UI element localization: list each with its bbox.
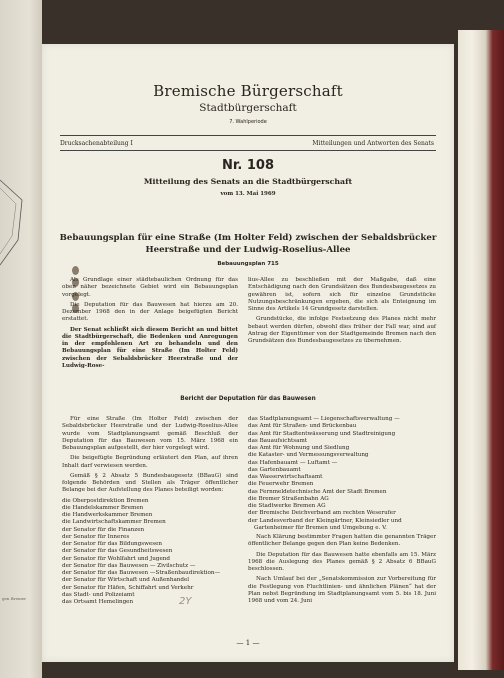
page-stack-edge — [458, 30, 504, 670]
authority-item: das Amt für Wohnung und Siedlung — [248, 445, 350, 451]
authority-item: das Gartenbauamt — [248, 466, 301, 473]
fold-lines-graphic — [0, 170, 30, 280]
plan-number: Bebauungsplan 715 — [217, 261, 279, 267]
report-right-column — [248, 416, 436, 608]
plan-title-line: Bebauungsplan für eine Straße (Im Holter Feld) zwischen der Sebaldsbrücker — [59, 233, 437, 243]
paragraph: Der Senat schließt sich diesem Bericht an und bittet die Stadtbürgerschaft, die Bedenken und Anregungen in der empfohlenen Art zu behandeln und den Bebauungsplan für eine Straße (Im Holter Feld) zwischen der Sebaldsbrücker Heerstraße und der Ludwig-Rose- — [62, 326, 238, 369]
authority-item: das Amt für Straßen- und Brückenbau — [248, 423, 357, 430]
report-left-column — [62, 416, 238, 606]
rule-top — [60, 135, 436, 136]
election-period: 7. Wahlperiode — [229, 119, 267, 125]
paragraph: Die Deputation für das Bauwesen hatte ebenfalls am 15. März 1968 die Auslegung des Planes gemäß § 2 Absatz 6 BBauG beschlossen. — [248, 551, 436, 572]
authority-item: der Bremische Deichverband am rechten Weserufer — [248, 510, 396, 517]
authority-item: die Feuerwehr Bremen — [248, 481, 314, 488]
authority-item: der Landesverband der Kleingärtner, Kleinsiedler und — [248, 517, 402, 524]
masthead-subtitle: Stadtbürgerschaft — [199, 102, 297, 114]
authorities-list — [62, 498, 238, 607]
paragraph: Für eine Straße (Im Holter Feld) zwischen der Sebaldsbrücker Heerstraße und der Ludwig-Roselius-Allee wurde vom Stadtplanungsamt gemäß Beschluß der Deputation für das Bauwesen vom 15. März 1968 ein Bebauungsplan aufgestellt, der hier vorgelegt wird. — [62, 416, 238, 451]
punch-hole — [72, 266, 79, 275]
page-number: — 1 — — [236, 639, 260, 647]
authority-item: die Stadtwerke Bremen AG — [248, 503, 326, 509]
authority-item: der Senator für das Bildungswesen — [62, 541, 162, 547]
plan-title-line: Heerstraße und der Ludwig-Roselius-Allee — [145, 244, 351, 255]
authority-item: der Senator für Häfen, Schiffahrt und Verkehr — [62, 584, 194, 591]
authority-item: das Bauaufsichtsamt — [248, 437, 308, 444]
authority-item: die Landwirtschaftskammer Bremen — [62, 519, 166, 526]
authority-item: Gartenheimer für Bremen und Umgebung e. V. — [254, 524, 387, 531]
authority-item: die Kataster- und Vermessungsverwaltung — [248, 452, 369, 459]
plan-title — [42, 233, 454, 256]
authority-item: der Senator für das Gesundheitswesen — [62, 548, 173, 555]
paragraph: Nach Umlauf bei der „Senatskommission zur Vorbereitung für die Festlegung von Fluchtlinien- und ähnlichen Plänen“ hat der Plan nebst Begründung im Stadtplanungsamt vom 5. bis 18. Juni 1968 und vom 24. Juni — [248, 576, 436, 604]
authority-item: das Stadt- und Polizeiamt — [62, 591, 135, 598]
authorities-list — [248, 416, 436, 532]
authority-item: der Senator für das Bauwesen —Straßenbaudirektion— — [62, 570, 221, 576]
report-heading: Bericht der Deputation für das Bauwesen — [180, 396, 316, 402]
section-label: Mitteilungen und Antworten des Senats — [312, 140, 434, 147]
paragraph: Die beigefügte Begründung erläutert den Plan, auf ihren Inhalt darf verwiesen werden. — [62, 455, 238, 469]
document-number: Nr. 108 — [221, 158, 275, 173]
authority-item: das Ortsamt Hemelingen — [62, 599, 134, 605]
rule-bottom — [60, 150, 436, 151]
authority-item: das Fernmeldetechnische Amt der Stadt Bremen — [248, 488, 387, 495]
intro-right-column — [248, 277, 436, 348]
previous-page — [0, 0, 42, 678]
authority-item: die Handwerkskammer Bremen — [62, 512, 153, 518]
authority-item: das Amt für Stadtentwässerung und Stadtreinigung — [248, 430, 396, 437]
document-heading: Mitteilung des Senats an die Stadtbürgerschaft — [143, 177, 353, 186]
authority-item: der Senator für Wirtschaft und Außenhandel — [62, 577, 190, 584]
masthead-title: Bremische Bürgerschaft — [153, 82, 343, 100]
left-page-text: gen Bremer — [2, 596, 27, 601]
authority-item: das Stadtplanungsamt — Liegenschaftsverwaltung — — [248, 416, 400, 422]
intro-left-column — [62, 277, 238, 373]
paragraph: Gemäß § 2 Absatz 5 Bundesbaugesetz (BBauG) sind folgende Behörden und Stellen als Träger öffentlicher Belange bei der Aufstellung des Planes beteiligt worden: — [62, 472, 238, 494]
authority-item: das Wasserwirtschaftsamt — [248, 474, 323, 480]
authority-item: der Senator für das Bauwesen — Zivilschutz — — [62, 562, 196, 569]
authority-item: die Oberpostdirektion Bremen — [62, 497, 149, 504]
paragraph: lius-Allee zu beschließen mit der Maßgabe, daß eine Entschädigung nach den Grundsätzen des Bundesbaugesetzes zu gewähren ist, sofern sich für einzelne Grundstücke Nutzungsbeschränkungen ergeben, die sich als Enteignung im Sinne des Artikels 14 Grundgesetz darstellen. — [248, 277, 436, 312]
paragraph: Die Deputation für das Bauwesen hat hierzu am 20. Dezember 1968 den in der Anlage beigefügten Bericht erstattet. — [62, 301, 238, 323]
authority-item: die Bremer Straßenbahn AG — [248, 495, 329, 502]
authority-item: die Handelskammer Bremen — [62, 504, 144, 511]
authority-item: das Hafenbauamt — Luftamt — — [248, 459, 338, 466]
paragraph: Grundstücke, die infolge Festsetzung des Planes nicht mehr bebaut werden dürfen, obwohl dies früher der Fall war, sind auf Antrag der Eigentümer von der Stadtgemeinde Bremen nach den Grundsätzen des Bundesbaugesetzes zu übernehmen. — [248, 316, 436, 344]
paragraph: Nach Klärung bestimmter Fragen hatten die genannten Träger öffentlicher Belange gegen den Plan keine Bedenken. — [248, 534, 436, 548]
document-page — [42, 44, 454, 662]
handwritten-annotation: 2Y — [179, 596, 192, 607]
department-label: Drucksachenabteilung I — [60, 140, 133, 147]
authority-item: der Senator für Inneres — [62, 533, 130, 540]
authority-item: der Senator für die Finanzen — [62, 526, 145, 533]
authority-item: der Senator für Wohlfahrt und Jugend — [62, 555, 170, 562]
paragraph: Als Grundlage einer städtebaulichen Ordnung für das oben näher bezeichnete Gebiet wird ein Bebauungsplan vorgelegt. — [62, 277, 238, 298]
document-date: vom 13. Mai 1969 — [220, 191, 276, 197]
